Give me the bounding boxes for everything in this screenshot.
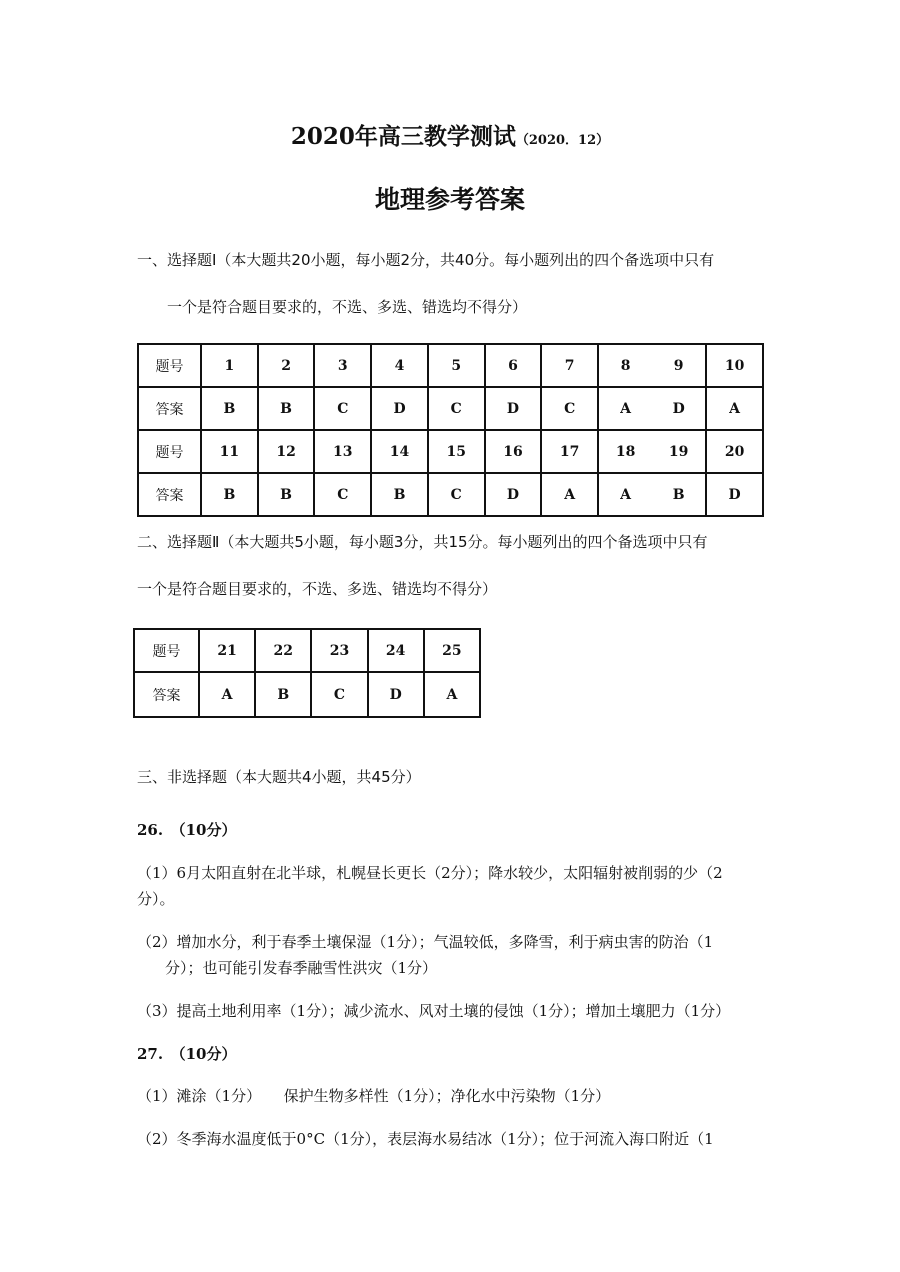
answer-cell: A bbox=[598, 387, 652, 430]
q26-answer-3: （3）提高土地利用率（1分）；减少流水、风对土壤的侵蚀（1分）；增加土壤肥力（1分） bbox=[137, 1002, 731, 1020]
answer-cell: D bbox=[368, 672, 424, 717]
section1-answer-table bbox=[137, 343, 764, 517]
answer-cell: B bbox=[258, 387, 315, 430]
question-number: 18 bbox=[598, 430, 652, 473]
row-label: 答案 bbox=[138, 473, 201, 516]
q27-answer-1: （1）滩涂（1分） 保护生物多样性（1分）；净化水中污染物（1分） bbox=[137, 1087, 611, 1105]
q26-answer-2-line1: （2）增加水分，利于春季土壤保湿（1分）；气温较低，多降雪，利于病虫害的防治（1 bbox=[137, 933, 714, 951]
table-row bbox=[138, 473, 763, 516]
section1-instructions-line1: 一、选择题Ⅰ（本大题共20小题，每小题2分，共40分。每小题列出的四个备选项中只有 bbox=[137, 251, 715, 269]
question-number: 23 bbox=[311, 629, 367, 672]
answer-cell: A bbox=[424, 672, 480, 717]
title-text: 2020年高三教学测试 bbox=[290, 123, 516, 150]
q27-answer-2: （2）冬季海水温度低于0°C（1分），表层海水易结冰（1分）；位于河流入海口附近（1 bbox=[137, 1130, 714, 1148]
question-number: 15 bbox=[428, 430, 485, 473]
title-date: （2020．12） bbox=[515, 133, 610, 148]
question-number: 6 bbox=[485, 344, 542, 387]
section2-instructions-line1: 二、选择题Ⅱ（本大题共5小题，每小题3分，共15分。每小题列出的四个备选项中只有 bbox=[137, 533, 708, 551]
question-number: 12 bbox=[258, 430, 315, 473]
answer-cell: C bbox=[311, 672, 367, 717]
answer-cell: D bbox=[485, 387, 542, 430]
page-subtitle: 地理参考答案 bbox=[374, 185, 525, 214]
answer-cell: D bbox=[485, 473, 542, 516]
table-row bbox=[134, 629, 480, 672]
question-27-label: 27. （10分） bbox=[137, 1045, 237, 1063]
answer-cell: D bbox=[371, 387, 428, 430]
table-row bbox=[134, 672, 480, 717]
answer-cell: A bbox=[598, 473, 652, 516]
answer-cell: C bbox=[541, 387, 598, 430]
answer-cell: A bbox=[541, 473, 598, 516]
question-number: 17 bbox=[541, 430, 598, 473]
row-label: 题号 bbox=[134, 629, 199, 672]
answer-cell: A bbox=[706, 387, 763, 430]
table-row bbox=[138, 387, 763, 430]
section1-instructions-line2: 一个是符合题目要求的，不选、多选、错选均不得分） bbox=[167, 298, 528, 316]
answer-cell: C bbox=[314, 387, 371, 430]
question-number: 5 bbox=[428, 344, 485, 387]
q26-answer-2-line2: 分）；也可能引发春季融雪性洪灾（1分） bbox=[165, 959, 438, 977]
q26-answer-1-line2: 分）。 bbox=[137, 890, 175, 908]
page-title bbox=[0, 118, 900, 151]
section2-instructions-line2: 一个是符合题目要求的，不选、多选、错选均不得分） bbox=[137, 580, 498, 598]
answer-cell: C bbox=[428, 387, 485, 430]
row-label: 题号 bbox=[138, 430, 201, 473]
section2-answer-table bbox=[133, 628, 481, 718]
row-label: 答案 bbox=[138, 387, 201, 430]
question-number: 25 bbox=[424, 629, 480, 672]
answer-cell: C bbox=[314, 473, 371, 516]
answer-cell: B bbox=[201, 473, 258, 516]
question-number: 24 bbox=[368, 629, 424, 672]
question-number: 3 bbox=[314, 344, 371, 387]
row-label: 题号 bbox=[138, 344, 201, 387]
question-number: 9 bbox=[652, 344, 706, 387]
question-number: 8 bbox=[598, 344, 652, 387]
question-number: 2 bbox=[258, 344, 315, 387]
answer-cell: B bbox=[201, 387, 258, 430]
question-number: 14 bbox=[371, 430, 428, 473]
question-number: 22 bbox=[255, 629, 311, 672]
answer-cell: D bbox=[652, 387, 706, 430]
question-number: 1 bbox=[201, 344, 258, 387]
question-number: 11 bbox=[201, 430, 258, 473]
table-row bbox=[138, 344, 763, 387]
question-number: 13 bbox=[314, 430, 371, 473]
question-number: 7 bbox=[541, 344, 598, 387]
answer-cell: D bbox=[706, 473, 763, 516]
table-row bbox=[138, 430, 763, 473]
answer-cell: B bbox=[371, 473, 428, 516]
answer-cell: C bbox=[428, 473, 485, 516]
question-26-label: 26. （10分） bbox=[137, 821, 237, 839]
question-number: 19 bbox=[652, 430, 706, 473]
answer-cell: A bbox=[199, 672, 255, 717]
question-number: 4 bbox=[371, 344, 428, 387]
answer-cell: B bbox=[652, 473, 706, 516]
section3-heading: 三、非选择题（本大题共4小题，共45分） bbox=[137, 768, 421, 786]
answer-cell: B bbox=[258, 473, 315, 516]
row-label: 答案 bbox=[134, 672, 199, 717]
question-number: 10 bbox=[706, 344, 763, 387]
answer-cell: B bbox=[255, 672, 311, 717]
question-number: 21 bbox=[199, 629, 255, 672]
question-number: 20 bbox=[706, 430, 763, 473]
question-number: 16 bbox=[485, 430, 542, 473]
q26-answer-1-line1: （1）6月太阳直射在北半球，札幌昼长更长（2分）；降水较少，太阳辐射被削弱的少（2 bbox=[137, 864, 723, 882]
